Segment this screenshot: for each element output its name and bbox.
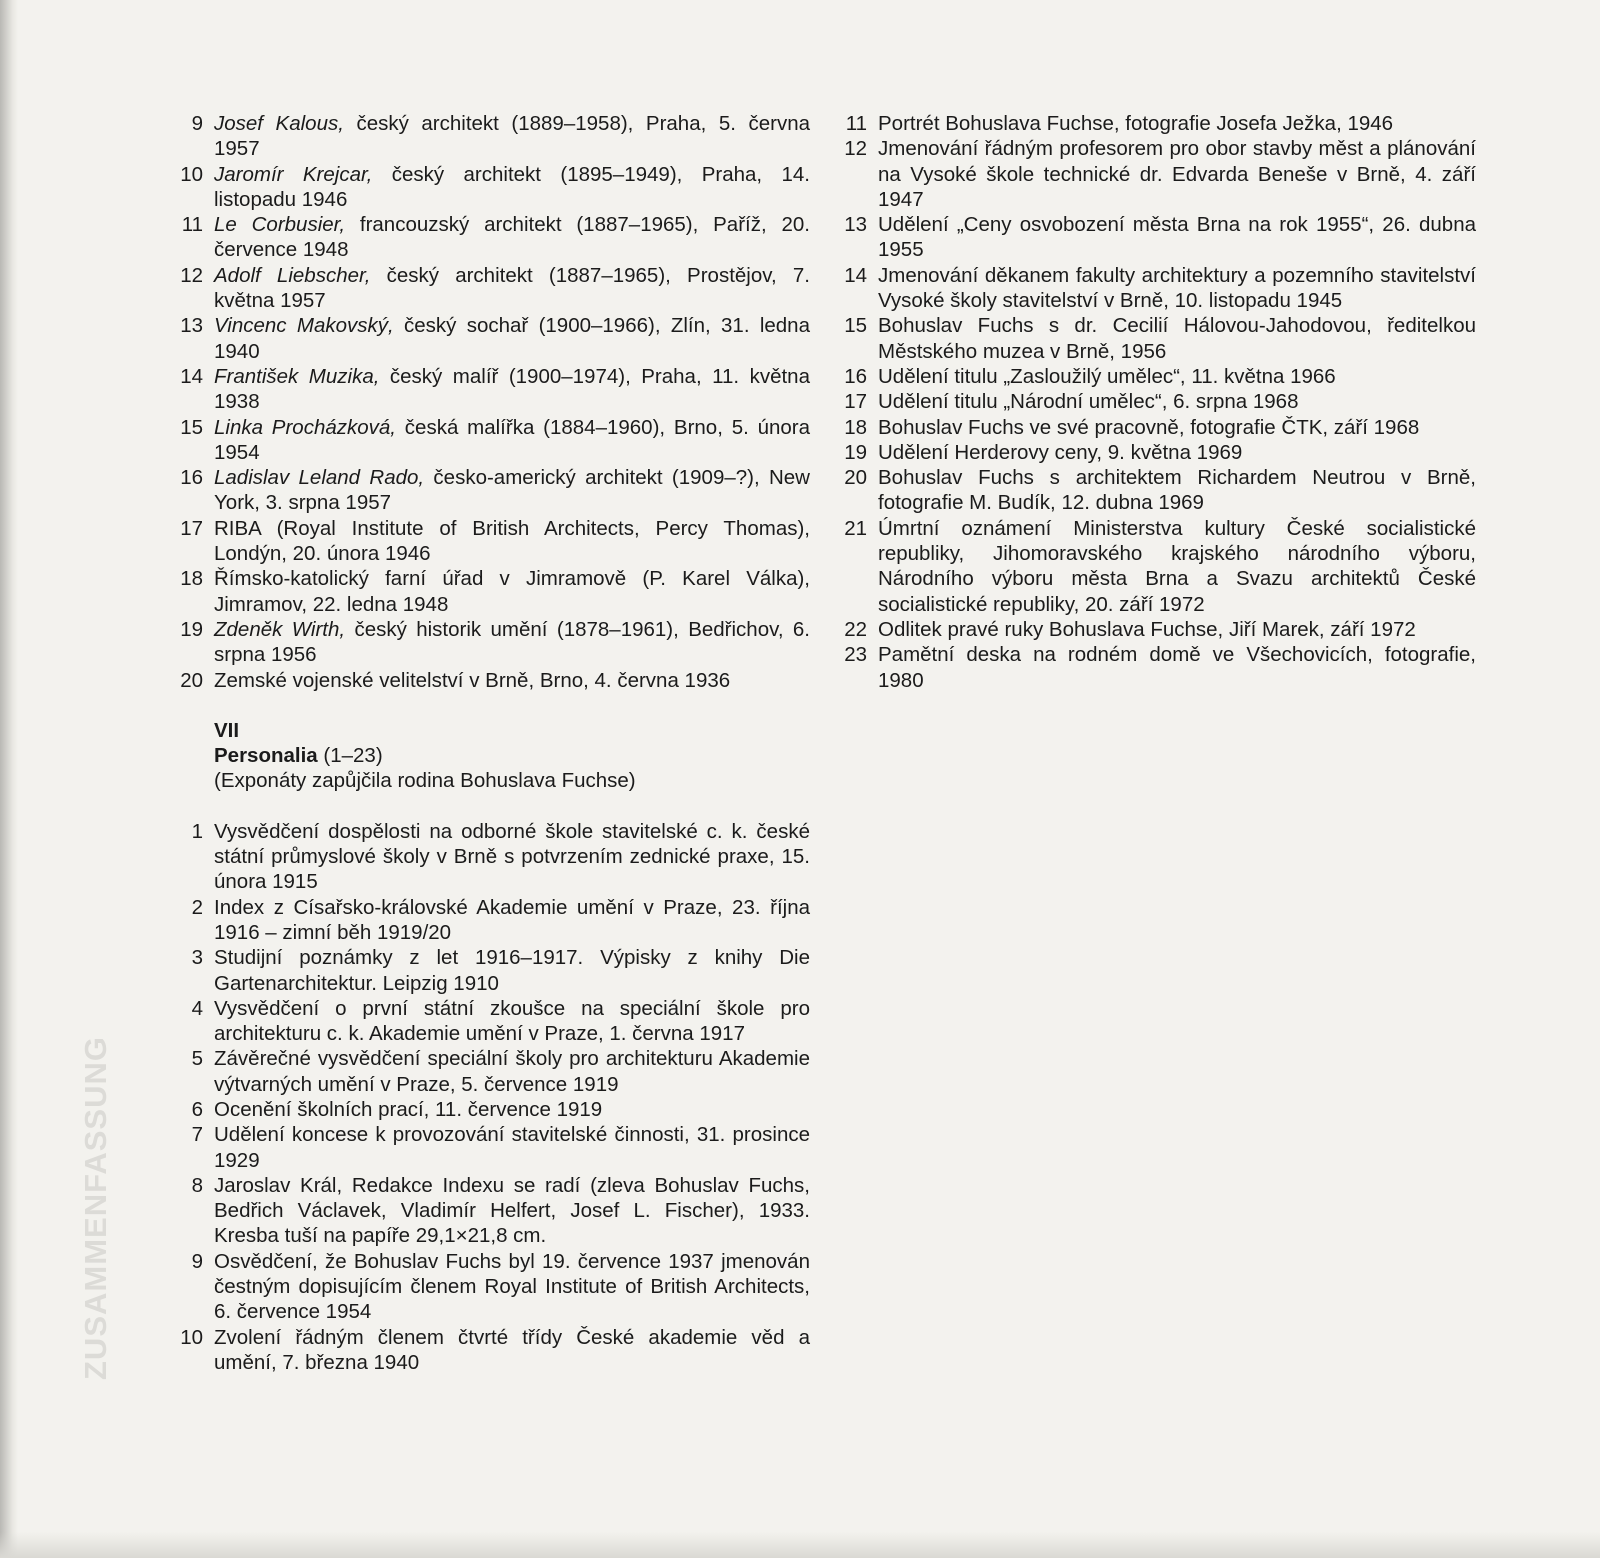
item-person: Vincenc Makovský,: [214, 314, 394, 338]
item-text: [214, 263, 810, 314]
item-number: 10: [180, 162, 203, 186]
list-item: [836, 465, 1476, 516]
item-person: Zdeněk Wirth,: [214, 617, 346, 641]
item-text: [214, 516, 810, 567]
item-number: 23: [844, 643, 867, 667]
item-number: 3: [191, 946, 203, 970]
page-bottom-shadow: [0, 1532, 1600, 1558]
section-range: (1–23): [317, 744, 383, 768]
item-number: 12: [844, 137, 867, 161]
item-number: 11: [845, 112, 867, 135]
item-number: 1: [191, 819, 203, 843]
item-text: [214, 212, 810, 263]
item-text: [214, 364, 810, 415]
item-person: František Muzika,: [214, 364, 380, 388]
section-subtitle: (Exponáty zapůjčila rodina Bohuslava Fuchse): [214, 769, 636, 793]
side-section-label: ZUSAMMENFASSUNG: [78, 1036, 113, 1380]
list-item: [170, 1122, 810, 1173]
item-person: Le Corbusier,: [214, 213, 346, 237]
list-item: [170, 263, 810, 314]
item-detail: RIBA (Royal Institute of British Architects, Percy Thomas), Londýn, 20. února 1946: [214, 516, 810, 566]
item-text: Jmenování řádným profesorem pro obor stavby měst a plánování na Vysoké škole technické dr. Edvarda Beneše v Brně, 4. září 1947: [878, 137, 1476, 211]
item-text: [214, 415, 810, 466]
item-text: Závěrečné vysvědčení speciální školy pro architekturu Akademie výtvarných umění v Praze, 5. července 1919: [214, 1047, 810, 1096]
item-number: 12: [180, 263, 203, 287]
item-text: Udělení koncese k provozování stavitelské činnosti, 31. prosince 1929: [214, 1123, 810, 1172]
list-item: [170, 945, 810, 996]
item-number: 18: [844, 415, 867, 439]
item-text: [214, 313, 810, 364]
list-item: [170, 1046, 810, 1097]
item-text: Bohuslav Fuchs s dr. Cecilií Hálovou-Jahodovou, ředitelkou Městského muzea v Brně, 1956: [878, 314, 1476, 363]
list-item: [170, 1325, 810, 1376]
item-text: Vysvědčení dospělosti na odborné škole stavitelské c. k. české státní průmyslové školy v Brně s potvrzením zednické praxe, 15. února 1915: [214, 819, 810, 894]
item-detail: český malíř (1900–1974), Praha, 11. května 1938: [214, 364, 810, 414]
item-text: [214, 617, 810, 668]
list-item: [836, 313, 1476, 364]
item-number: 14: [844, 263, 867, 287]
item-number: 20: [844, 466, 867, 490]
list-item: [170, 617, 810, 668]
item-number: 8: [191, 1173, 203, 1197]
item-number: 13: [180, 314, 203, 338]
list-item: [836, 364, 1476, 389]
right-column: [836, 111, 1476, 693]
list-item: [836, 440, 1476, 465]
section-title: Personalia: [214, 744, 318, 768]
list-item: [170, 162, 810, 213]
item-number: 9: [191, 1249, 203, 1273]
list-item: [836, 516, 1476, 617]
item-text: Bohuslav Fuchs ve své pracovně, fotografie ČTK, září 1968: [878, 415, 1420, 439]
section-number: VII: [214, 718, 240, 742]
item-text: [214, 668, 810, 693]
item-number: 18: [180, 567, 203, 591]
item-number: 11: [181, 213, 203, 237]
item-person: Linka Procházková,: [214, 415, 397, 439]
list-item: [836, 389, 1476, 414]
item-number: 20: [180, 668, 203, 692]
list-item: [836, 212, 1476, 263]
list-item: [836, 415, 1476, 440]
item-number: 4: [191, 996, 203, 1020]
item-text: Udělení titulu „Národní umělec“, 6. srpna 1968: [878, 390, 1299, 414]
list-item: [836, 617, 1476, 642]
item-text: [214, 465, 810, 516]
item-text: Ocenění školních prací, 11. července 1919: [214, 1097, 603, 1121]
item-number: 17: [180, 516, 203, 540]
list-item: [836, 111, 1476, 136]
item-detail: český architekt (1889–1958), Praha, 5. června 1957: [214, 112, 810, 161]
item-detail: česká malířka (1884–1960), Brno, 5. února 1954: [214, 415, 811, 464]
list-item: [170, 996, 810, 1047]
page-gutter-shadow: [0, 0, 18, 1558]
list-item: [170, 465, 810, 516]
item-detail: česko-americký architekt (1909–?), New York, 3. srpna 1957: [214, 466, 810, 515]
item-text: Udělení „Ceny osvobození města Brna na rok 1955“, 26. dubna 1955: [878, 213, 1476, 262]
item-detail: Římsko-katolický farní úřad v Jimramově (P. Karel Válka), Jimramov, 22. ledna 1948: [214, 567, 810, 616]
item-number: 16: [180, 466, 203, 490]
exhibit-list-continued: [170, 111, 810, 693]
item-text: Jaroslav Král, Redakce Indexu se radí (zleva Bohuslav Fuchs, Bedřich Václavek, Vladimír Helfert, Josef L. Fischer), 1933. Kresba tuší na papíře 29,1×21,8 cm.: [214, 1173, 810, 1248]
item-text: Zvolení řádným členem čtvrté třídy České akademie věd a umění, 7. března 1940: [214, 1325, 810, 1374]
list-item: [836, 642, 1476, 693]
item-person: Adolf Liebscher,: [214, 263, 371, 287]
list-item: [170, 1249, 810, 1325]
item-detail: Zemské vojenské velitelství v Brně, Brno, 4. června 1936: [214, 668, 731, 692]
item-number: 15: [844, 314, 867, 338]
item-number: 13: [844, 213, 867, 237]
item-person: Jaromír Krejcar,: [214, 162, 373, 186]
personalia-list-left: [170, 819, 810, 1376]
item-text: Portrét Bohuslava Fuchse, fotografie Josefa Ježka, 1946: [878, 112, 1394, 135]
item-number: 5: [191, 1047, 203, 1071]
item-number: 19: [844, 440, 867, 464]
item-text: Udělení titulu „Zasloužilý umělec“, 11. května 1966: [878, 364, 1336, 388]
item-detail: francouzský architekt (1887–1965), Paříž, 20. července 1948: [214, 213, 810, 262]
item-text: Udělení Herderovy ceny, 9. května 1969: [878, 440, 1243, 464]
item-text: Osvědčení, že Bohuslav Fuchs byl 19. července 1937 jmenován čestným dopisujícím členem Royal Institute of British Architects, 6. července 1954: [214, 1249, 810, 1324]
item-text: Vysvědčení o první státní zkoušce na speciální škole pro architekturu c. k. Akademie umění v Praze, 1. června 1917: [214, 996, 810, 1046]
left-column: [170, 111, 810, 1375]
item-number: 10: [180, 1325, 203, 1349]
item-text: Studijní poznámky z let 1916–1917. Výpisky z knihy Die Gartenarchitektur. Leipzig 1910: [214, 946, 810, 995]
item-number: 14: [180, 364, 203, 388]
item-text: Jmenování děkanem fakulty architektury a pozemního stavitelství Vysoké školy stavitelství v Brně, 10. listopadu 1945: [878, 263, 1476, 313]
item-number: 9: [191, 112, 203, 135]
item-text: Bohuslav Fuchs s architektem Richardem Neutrou v Brně, fotografie M. Budík, 12. dubna 1969: [878, 466, 1476, 515]
section-title-line: [214, 743, 810, 768]
item-number: 7: [191, 1123, 203, 1147]
item-number: 21: [844, 516, 867, 540]
item-person: Ladislav Leland Rado,: [214, 466, 425, 490]
item-number: 16: [844, 364, 867, 388]
list-item: [170, 313, 810, 364]
item-text: Odlitek pravé ruky Bohuslava Fuchse, Jiří Marek, září 1972: [878, 617, 1416, 641]
list-item: [170, 566, 810, 617]
item-detail: český architekt (1895–1949), Praha, 14. listopadu 1946: [214, 162, 810, 211]
item-person: Josef Kalous,: [214, 112, 344, 135]
list-item: [170, 111, 810, 162]
item-text: [214, 162, 810, 213]
item-number: 17: [844, 390, 867, 414]
list-item: [170, 516, 810, 567]
item-detail: český sochař (1900–1966), Zlín, 31. ledna 1940: [214, 314, 810, 363]
item-number: 19: [180, 617, 203, 641]
list-item: [170, 895, 810, 946]
list-item: [170, 415, 810, 466]
list-item: [170, 364, 810, 415]
item-text: [214, 111, 810, 162]
list-item: [836, 136, 1476, 212]
item-number: 6: [191, 1097, 203, 1121]
list-item: [170, 668, 810, 693]
item-detail: český historik umění (1878–1961), Bedřichov, 6. srpna 1956: [214, 617, 810, 667]
list-item: [836, 263, 1476, 314]
item-text: [214, 566, 810, 617]
item-text: Pamětní deska na rodném domě ve Všechovicích, fotografie, 1980: [878, 643, 1476, 692]
item-number: 2: [191, 895, 203, 919]
list-item: [170, 212, 810, 263]
item-text: Index z Císařsko-královské Akademie umění v Praze, 23. října 1916 – zimní běh 1919/20: [214, 895, 810, 944]
section-heading: [214, 718, 810, 794]
list-item: [170, 1097, 810, 1122]
item-text: Úmrtní oznámení Ministerstva kultury České socialistické republiky, Jihomoravského krajského národního výboru, Národního výboru města Brna a Svazu architektů České socialistické republiky, 20. září 1972: [878, 516, 1476, 616]
item-number: 22: [844, 617, 867, 641]
list-item: [170, 819, 810, 895]
item-detail: český architekt (1887–1965), Prostějov, 7. května 1957: [214, 263, 810, 313]
list-item: [170, 1173, 810, 1249]
personalia-list-right: [836, 111, 1476, 693]
item-number: 15: [180, 415, 203, 439]
